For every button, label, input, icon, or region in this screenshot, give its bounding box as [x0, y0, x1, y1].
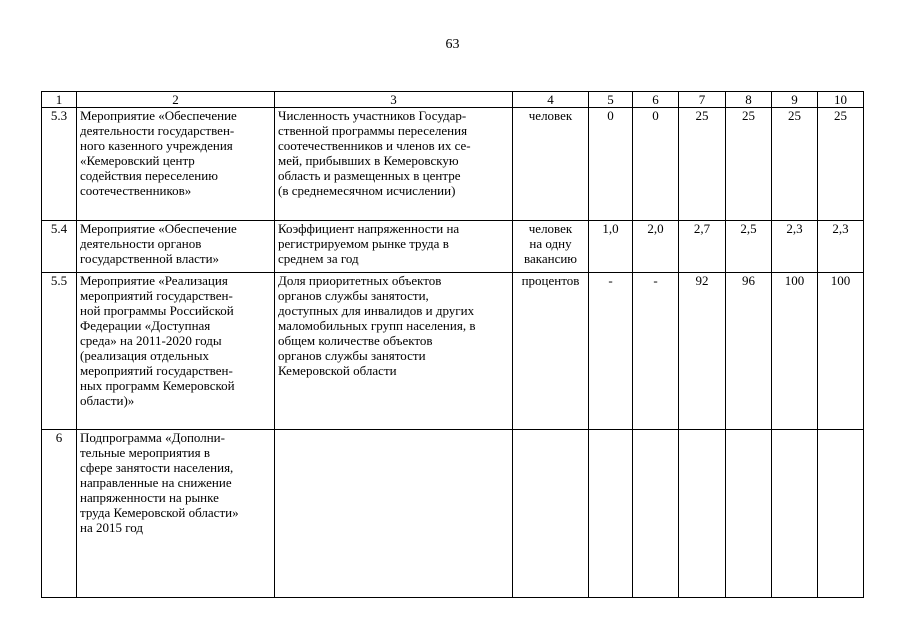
value-cell [818, 430, 864, 598]
indicator-cell: Коэффициент напряженности на регистрируемом рынке труда в среднем за год [275, 221, 513, 273]
row-number: 5.4 [42, 221, 77, 273]
value-cell [679, 430, 726, 598]
measure-cell: Подпрограмма «Дополни- тельные мероприятия в сфере занятости населения, направленные на снижение напряженности на рынке труда Кемеровской области» на 2015 год [77, 430, 275, 598]
value-cell: 1,0 [589, 221, 633, 273]
value-cell: 25 [726, 108, 772, 221]
row-number: 5.3 [42, 108, 77, 221]
unit-cell: человек на одну вакансию [513, 221, 589, 273]
value-cell [633, 430, 679, 598]
value-cell [772, 430, 818, 598]
column-header: 8 [726, 92, 772, 108]
row-number: 5.5 [42, 273, 77, 430]
measure-cell: Мероприятие «Реализация мероприятий государствен- ной программы Российской Федерации «Доступная среда» на 2011-2020 годы (реализация отдельных мероприятий государствен- ных программ Кемеровской области)» [77, 273, 275, 430]
value-cell: 25 [772, 108, 818, 221]
value-cell: 92 [679, 273, 726, 430]
column-header: 5 [589, 92, 633, 108]
value-cell: 2,3 [818, 221, 864, 273]
column-header: 2 [77, 92, 275, 108]
page-number: 63 [445, 37, 460, 52]
table-row [42, 273, 864, 430]
table-row [42, 430, 864, 598]
column-header: 10 [818, 92, 864, 108]
value-cell: 2,0 [633, 221, 679, 273]
value-cell [589, 430, 633, 598]
value-cell: 100 [772, 273, 818, 430]
table-row [42, 108, 864, 221]
unit-cell: процентов [513, 273, 589, 430]
unit-cell [513, 430, 589, 598]
column-header: 4 [513, 92, 589, 108]
measure-cell: Мероприятие «Обеспечение деятельности государствен- ного казенного учреждения «Кемеровский центр содействия переселению соотечественников» [77, 108, 275, 221]
column-header: 9 [772, 92, 818, 108]
indicator-cell: Доля приоритетных объектов органов службы занятости, доступных для инвалидов и других маломобильных групп населения, в общем количестве объектов органов службы занятости Кемеровской области [275, 273, 513, 430]
value-cell: 25 [818, 108, 864, 221]
row-number: 6 [42, 430, 77, 598]
value-cell: 2,7 [679, 221, 726, 273]
value-cell: 100 [818, 273, 864, 430]
value-cell: 2,5 [726, 221, 772, 273]
value-cell [726, 430, 772, 598]
indicators-table [41, 91, 864, 598]
indicator-cell [275, 430, 513, 598]
value-cell: 2,3 [772, 221, 818, 273]
value-cell: 25 [679, 108, 726, 221]
column-header: 7 [679, 92, 726, 108]
column-header: 1 [42, 92, 77, 108]
measure-cell: Мероприятие «Обеспечение деятельности органов государственной власти» [77, 221, 275, 273]
value-cell: 0 [589, 108, 633, 221]
unit-cell: человек [513, 108, 589, 221]
value-cell: 0 [633, 108, 679, 221]
table-row [42, 221, 864, 273]
value-cell: - [589, 273, 633, 430]
value-cell: - [633, 273, 679, 430]
column-header: 6 [633, 92, 679, 108]
column-header: 3 [275, 92, 513, 108]
table-header-row [42, 92, 864, 108]
value-cell: 96 [726, 273, 772, 430]
indicator-cell: Численность участников Государ- ственной программы переселения соотечественников и членов их се- мей, прибывших в Кемеровскую область и размещенных в центре (в среднемесячном исчислении) [275, 108, 513, 221]
